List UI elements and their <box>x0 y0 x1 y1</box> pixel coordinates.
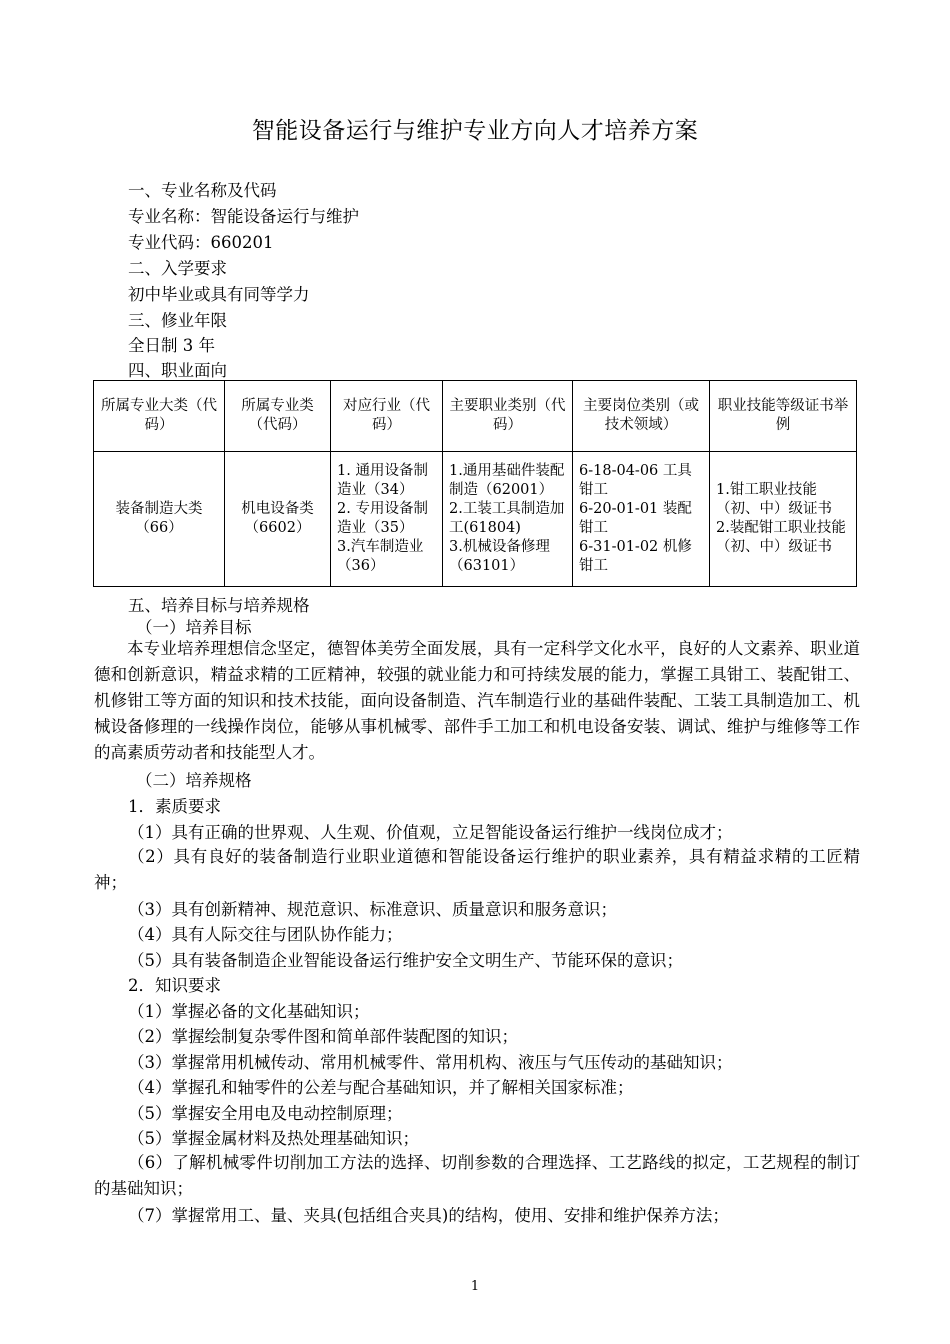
quality-item: （4）具有人际交往与团队协作能力； <box>128 925 403 944</box>
major-name: 专业名称：智能设备运行与维护 <box>128 207 359 226</box>
page-title: 智能设备运行与维护专业方向人才培养方案 <box>251 118 699 144</box>
occupation-item: 1.通用基础件装配制造（62001） <box>449 463 565 498</box>
table-row <box>94 452 857 587</box>
section-heading-2: 二、入学要求 <box>128 259 227 278</box>
table-header-cell: 职业技能等级证书举例 <box>710 381 857 452</box>
table-cell <box>331 452 443 587</box>
table-header-cell: 所属专业大类（代码） <box>94 381 225 452</box>
goal-paragraph: 本专业培养理想信念坚定，德智体美劳全面发展，具有一定科学文化水平，良好的人文素养、职业道德和创新意识，精益求精的工匠精神，较强的就业能力和可持续发展的能力，掌握工具钳工、装配钳工、机修钳工等方面的知识和技术技能，面向设备制造、汽车制造行业的基础件装配、工装工具制造加工、机械设备修理的一线操作岗位，能够从事机械零、部件手工加工和机电设备安装、调试、维护与维修等工作的高素质劳动者和技能型人才。 <box>94 639 860 762</box>
knowledge-item: （7）掌握常用工、量、夹具(包括组合夹具)的结构，使用、安排和维护保养方法； <box>128 1206 729 1225</box>
section-heading-4: 四、职业面向 <box>128 361 227 380</box>
quality-heading: 1．素质要求 <box>128 797 221 816</box>
knowledge-item: （5）掌握安全用电及电动控制原理； <box>128 1104 403 1123</box>
table-header-cell: 所属专业类（代码） <box>225 381 331 452</box>
page-number: 1 <box>470 1279 480 1294</box>
occupation-item: 3.机械设备修理（63101） <box>449 539 550 574</box>
quality-item: （2）具有良好的装备制造行业职业道德和智能设备运行维护的职业素养，具有精益求精的工匠精神； <box>94 847 860 892</box>
admission-text: 初中毕业或具有同等学力 <box>128 285 310 304</box>
knowledge-item: （3）掌握常用机械传动、常用机械零件、常用机构、液压与气压传动的基础知识； <box>128 1053 733 1072</box>
table-cell: 机电设备类（6602） <box>225 452 331 587</box>
position-item: 6-18-04-06 工具钳工 <box>579 463 692 498</box>
table-cell <box>443 452 573 587</box>
quality-item: （3）具有创新精神、规范意识、标准意识、质量意识和服务意识； <box>128 900 617 919</box>
certificate-item: 2.装配钳工职业技能（初、中）级证书 <box>716 520 846 555</box>
section-heading-1: 一、专业名称及代码 <box>128 181 277 200</box>
knowledge-heading: 2．知识要求 <box>128 976 221 995</box>
duration-text: 全日制 3 年 <box>128 336 215 355</box>
knowledge-item: （6）了解机械零件切削加工方法的选择、切削参数的合理选择、工艺路线的拟定，工艺规程的制订的基础知识； <box>94 1153 860 1198</box>
position-item: 6-20-01-01 装配钳工 <box>579 501 692 536</box>
table-header-cell: 主要岗位类别（或技术领域） <box>573 381 710 452</box>
spec-heading: （二）培养规格 <box>136 771 252 790</box>
section-heading-5: 五、培养目标与培养规格 <box>128 596 310 615</box>
major-code: 专业代码：660201 <box>128 233 274 252</box>
section-heading-3: 三、修业年限 <box>128 311 227 330</box>
industry-item: 1. 通用设备制造业（34） <box>337 463 428 498</box>
quality-item: （1）具有正确的世界观、人生观、价值观，立足智能设备运行维护一线岗位成才； <box>128 823 733 842</box>
knowledge-item: （4）掌握孔和轴零件的公差与配合基础知识，并了解相关国家标准； <box>128 1078 634 1097</box>
knowledge-item: （1）掌握必备的文化基础知识； <box>128 1002 370 1021</box>
knowledge-item: （5）掌握金属材料及热处理基础知识； <box>128 1129 419 1148</box>
knowledge-item: （2）掌握绘制复杂零件图和简单部件装配图的知识； <box>128 1027 518 1046</box>
quality-item: （5）具有装备制造企业智能设备运行维护安全文明生产、节能环保的意识； <box>128 951 683 970</box>
table-cell <box>710 452 857 587</box>
occupation-table <box>93 380 857 587</box>
industry-item: 3.汽车制造业（36） <box>337 539 424 574</box>
table-header-cell: 对应行业（代码） <box>331 381 443 452</box>
position-item: 6-31-01-02 机修钳工 <box>579 539 692 574</box>
industry-item: 2. 专用设备制造业（35） <box>337 501 428 536</box>
table-header-cell: 主要职业类别（代码） <box>443 381 573 452</box>
goal-heading: （一）培养目标 <box>136 618 252 637</box>
table-header-row <box>94 381 857 452</box>
occupation-item: 2.工装工具制造加工(61804) <box>449 501 565 536</box>
table-cell: 装备制造大类（66） <box>94 452 225 587</box>
table-cell <box>573 452 710 587</box>
certificate-item: 1.钳工职业技能（初、中）级证书 <box>716 482 832 517</box>
